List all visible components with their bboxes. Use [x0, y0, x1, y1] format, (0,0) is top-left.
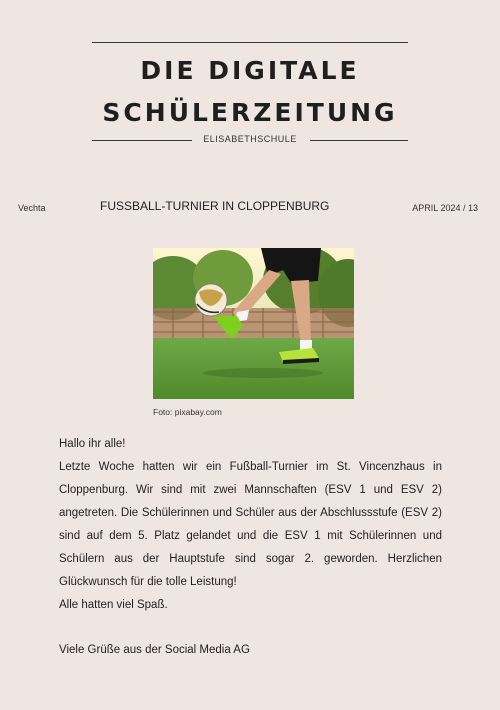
header-rule-top: [92, 42, 408, 43]
article-signoff: Viele Grüße aus der Social Media AG: [59, 644, 250, 656]
article-body: [59, 433, 442, 662]
article-headline: FUSSBALL-TURNIER IN CLOPPENBURG: [100, 199, 330, 213]
newspaper-title-line-2: SCHÜLERZEITUNG: [102, 98, 398, 127]
newspaper-title-line-1: DIE DIGITALE: [140, 56, 360, 85]
school-name: ELISABETHSCHULE: [203, 134, 297, 144]
article-fun-line: Alle hatten viel Spaß.: [59, 599, 168, 611]
location-label: Vechta: [18, 203, 46, 213]
article-greeting: Hallo ihr alle!: [59, 438, 126, 450]
header-rule-right: [310, 140, 408, 141]
photo-caption: Foto: pixabay.com: [153, 407, 222, 417]
article-paragraph: Letzte Woche hatten wir ein Fußball-Turnier im St. Vincenzhaus in Cloppenburg. Wir sind mit zwei Mannschaften (ESV 1 und ESV 2) angetreten. Die Schülerinnen und Schüler aus der Abschlussstufe (ESV 2) sind auf dem 5. Platz gelandet und die ESV 1 mit Schülerinnen und Schülern aus der Hauptstufe sind sogar 2. geworden. Herzlichen Glückwunsch für die tolle Leistung!: [59, 461, 442, 588]
issue-date: APRIL 2024 / 13: [412, 203, 478, 213]
football-photo: [153, 248, 354, 399]
